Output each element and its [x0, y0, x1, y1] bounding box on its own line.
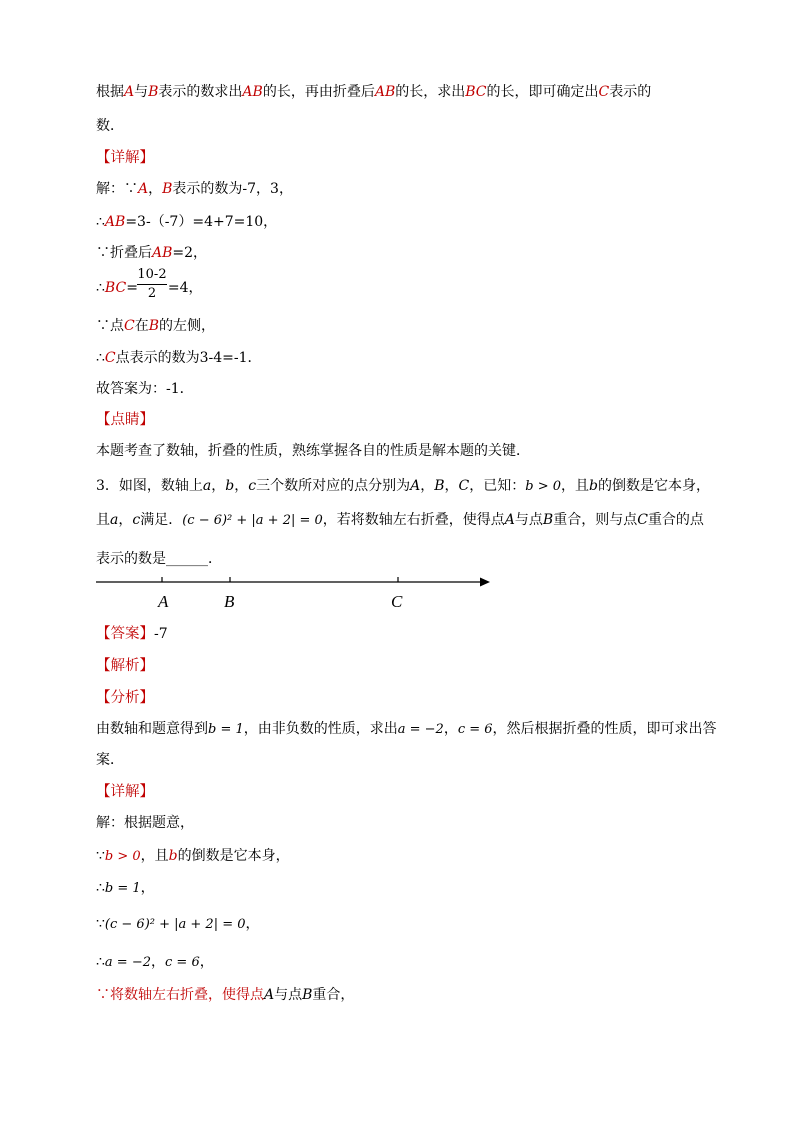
text: 的倒数是它本身，	[597, 478, 710, 494]
detail-header-2: 【详解】	[96, 784, 154, 800]
answer-header: 【答案】	[96, 626, 154, 642]
text: =	[126, 280, 138, 296]
var-c: c	[132, 512, 141, 528]
math: a = −2	[104, 955, 151, 970]
var-B: B	[302, 987, 313, 1003]
math-equation: (c − 6)² + |a + 2| = 0	[104, 917, 246, 932]
text: 的左侧，	[159, 318, 216, 334]
text: ，	[245, 916, 260, 932]
text: ∵	[96, 916, 105, 932]
text: 重合，	[312, 987, 355, 1003]
solution-line-1	[96, 179, 293, 199]
var-AB: AB	[104, 214, 126, 230]
number-line	[96, 572, 496, 614]
math-condition: b > 0	[525, 479, 561, 494]
var-A: A	[504, 512, 515, 528]
detail-header: 【详解】	[96, 150, 154, 166]
text: 3．如图，数轴上	[96, 478, 203, 494]
review-text: 本题考查了数轴，折叠的性质，熟练掌握各自的性质是解本题的关键．	[96, 443, 530, 459]
text: ．	[208, 551, 222, 567]
text: =3-（-7）=4+7=10，	[125, 214, 278, 230]
text: ，	[148, 181, 163, 197]
var-a: a	[202, 478, 212, 494]
text: 且	[96, 512, 110, 528]
text: 三个数所对应的点分别为	[256, 478, 411, 494]
var-a: a	[110, 512, 119, 528]
text: 表示的数是	[96, 551, 166, 567]
text: 在	[134, 318, 149, 334]
text: 表示的数求出	[158, 84, 243, 100]
review-header: 【点睛】	[96, 412, 154, 428]
math-equation: (c − 6)² + |a + 2| = 0	[182, 513, 323, 528]
var-AB: AB	[374, 84, 396, 100]
detail-line-5	[96, 952, 214, 973]
var-C: C	[637, 512, 648, 528]
math: a = −2	[397, 722, 444, 737]
var-A: A	[124, 84, 135, 100]
solution-line-2	[96, 212, 277, 232]
var-c: c	[248, 478, 257, 494]
solution-line-6	[96, 348, 262, 368]
detail-line-3	[96, 878, 155, 899]
math: c = 6	[457, 722, 493, 737]
var-C: C	[598, 84, 610, 100]
solution-line-3	[96, 243, 207, 263]
label-A: A	[158, 592, 169, 611]
axis-arrow	[480, 578, 490, 587]
text: ∴	[96, 880, 105, 896]
text: 与点	[514, 512, 543, 528]
text: ∵点	[96, 318, 124, 334]
var-AB: AB	[242, 84, 263, 100]
question-3-line-3	[96, 549, 222, 569]
var-C: C	[104, 350, 116, 366]
text: ，且	[140, 848, 169, 864]
text: ，	[151, 954, 165, 970]
text: ∴	[96, 954, 105, 970]
answer-blank: ______	[166, 551, 208, 567]
text: ∴	[96, 214, 105, 230]
text: 的长，求出	[395, 84, 466, 100]
text: 点表示的数为3-4=-1．	[115, 350, 262, 366]
math: c = 6	[165, 955, 200, 970]
fraction-bar	[137, 284, 167, 285]
detail-line-1: 解：根据题意，	[96, 815, 194, 831]
fraction-numerator: 10-2	[137, 267, 167, 282]
text: 重合，则与点	[553, 512, 638, 528]
question-3-line-2	[96, 510, 704, 531]
label-C: C	[391, 592, 403, 611]
text: 根据	[96, 84, 124, 100]
text: 与	[134, 84, 149, 100]
text: ∴	[96, 350, 105, 366]
text: ∵	[96, 848, 105, 864]
solution-line-5	[96, 316, 215, 336]
text: ，由非负数的性质，求出	[243, 721, 398, 737]
text: ∵折叠后	[96, 245, 152, 261]
math: b = 1	[208, 722, 244, 737]
math: b = 1	[104, 881, 141, 896]
text: ，	[443, 721, 458, 737]
var-BC: BC	[104, 280, 127, 296]
text: ，	[234, 478, 249, 494]
text: 表示的数为-7，3，	[172, 181, 293, 197]
answer-line	[96, 624, 168, 644]
text: ，若将数轴左右折叠，使得点	[322, 512, 505, 528]
var-b: b	[588, 478, 598, 494]
var-B: B	[148, 318, 160, 334]
solution-line-7: 故答案为：-1．	[96, 381, 194, 397]
text: ，	[420, 478, 435, 494]
text: 满足．	[140, 512, 183, 528]
var-C: C	[458, 478, 470, 494]
intro-line-1	[96, 82, 651, 102]
text: ，且	[560, 478, 589, 494]
intro-line-2: 数．	[96, 118, 124, 134]
detail-line-2	[96, 846, 290, 867]
var-B: B	[434, 478, 445, 494]
detail-line-4	[96, 914, 260, 935]
text: ∵将数轴左右折叠，使得点	[96, 987, 264, 1003]
text: ，	[211, 478, 226, 494]
analysis-line-2: 案．	[96, 752, 124, 768]
text: 由数轴和题意得到	[96, 721, 208, 737]
var-A: A	[138, 181, 149, 197]
text: 的倒数是它本身，	[177, 848, 290, 864]
fenxi-header: 【分析】	[96, 690, 154, 706]
text: 重合的点	[647, 512, 704, 528]
analysis-header: 【解析】	[96, 658, 154, 674]
var-A: A	[264, 987, 275, 1003]
var-BC: BC	[465, 84, 487, 100]
text: ，	[199, 954, 214, 970]
var-b: b	[168, 848, 178, 864]
fraction	[137, 268, 167, 301]
label-B: B	[224, 592, 235, 611]
text: ，然后根据折叠的性质，即可求出答	[492, 721, 717, 737]
text: ∴	[96, 280, 105, 296]
text: ，	[444, 478, 459, 494]
text: ，	[140, 880, 155, 896]
text: 与点	[274, 987, 303, 1003]
var-AB: AB	[152, 245, 173, 261]
text: 的长，即可确定出	[486, 84, 599, 100]
text: 的长，再由折叠后	[262, 84, 375, 100]
text: ，已知：	[469, 478, 526, 494]
text: =2，	[172, 245, 208, 261]
var-B: B	[148, 84, 159, 100]
text: =4，	[167, 280, 203, 296]
fraction-denominator: 2	[147, 286, 157, 301]
var-B: B	[162, 181, 173, 197]
text: ，	[118, 512, 133, 528]
math: b > 0	[104, 849, 141, 864]
analysis-line-1	[96, 719, 717, 740]
text: 表示的	[609, 84, 652, 100]
detail-line-6	[96, 985, 354, 1005]
question-3-line-1	[96, 476, 710, 497]
var-C: C	[124, 318, 135, 334]
var-A: A	[410, 478, 421, 494]
var-B: B	[542, 512, 554, 528]
text: 解：∵	[96, 181, 138, 197]
var-b: b	[225, 478, 235, 494]
answer-value: -7	[154, 626, 168, 642]
